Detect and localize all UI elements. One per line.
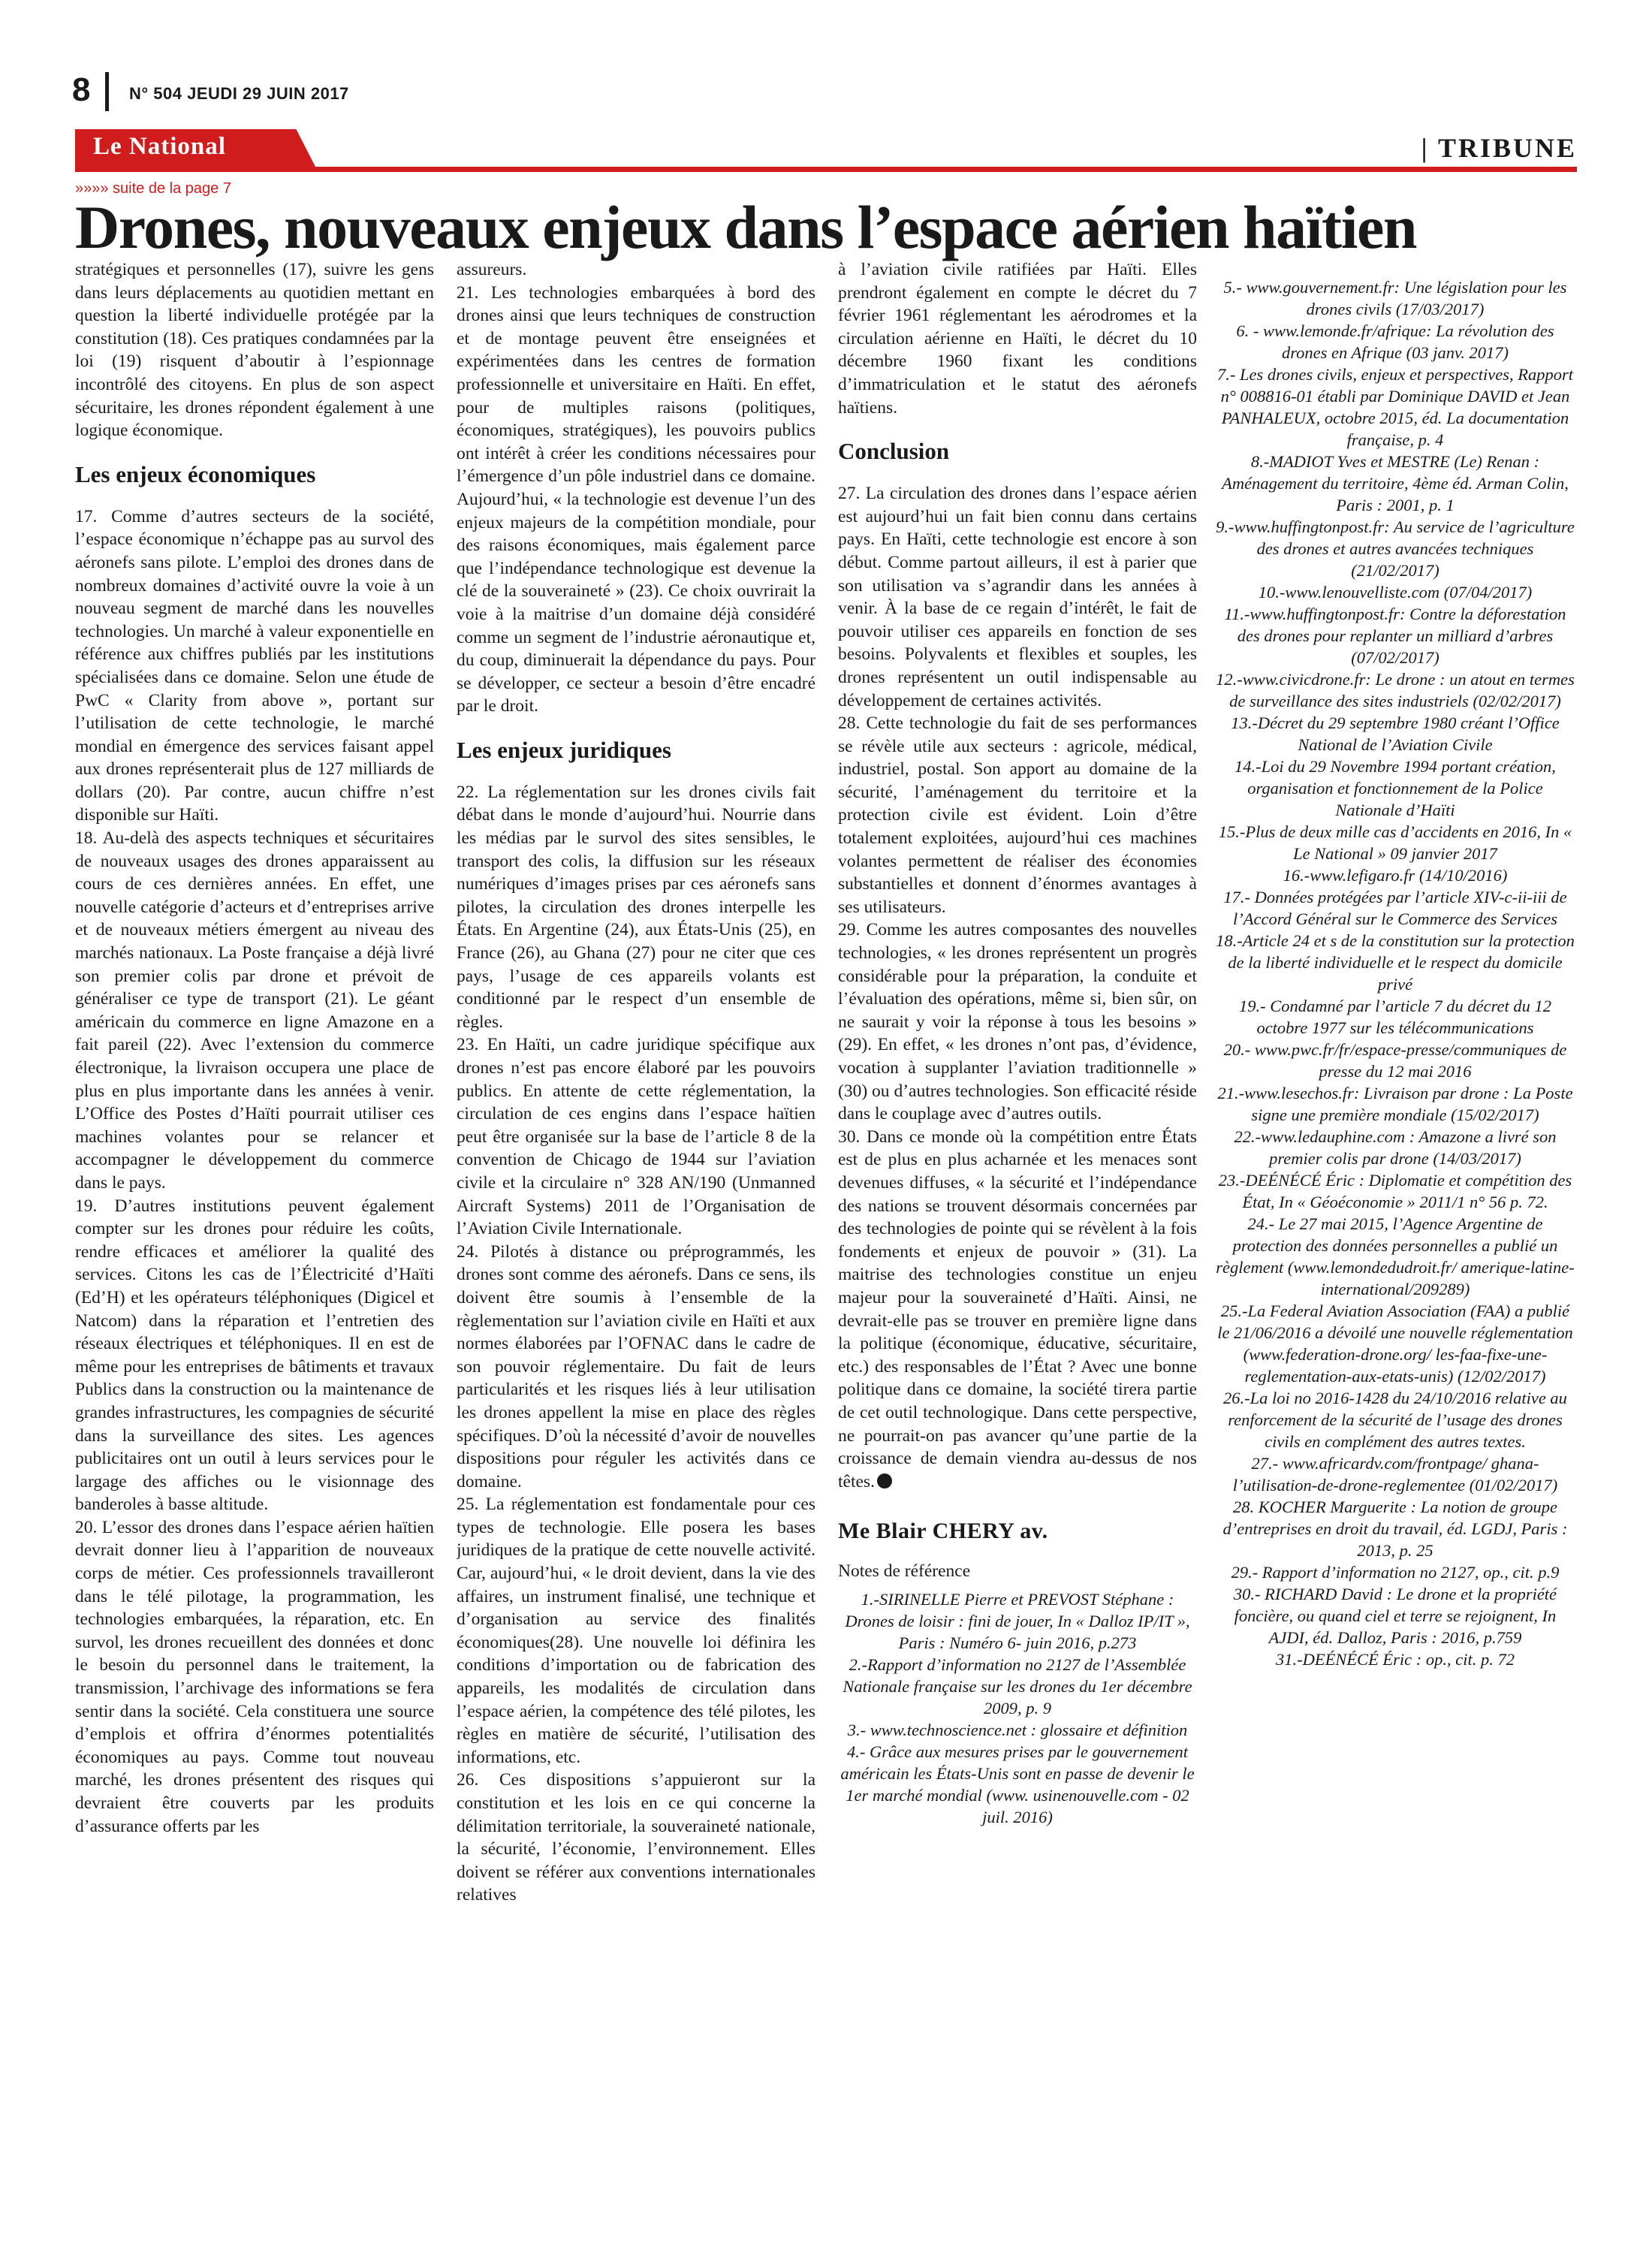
references-column xyxy=(1213,276,1577,2214)
reference-note: 1.-SIRINELLE Pierre et PREVOST Stéphane : Drones de loisir : fini de jouer, In « Dalloz IP/IT », Paris : Numéro 6- juin 2016, p.273 xyxy=(845,1590,1190,1653)
section-label: | TRIBUNE xyxy=(1421,133,1577,163)
paragraph: 21. Les technologies embarquées à bord des drones ainsi que leurs techniques de construction et de montage peuvent être enseignées et expérimentées dans les centres de formation professionnelle et universitaire en Haïti. En effet, pour de multiples raisons (politiques, économiques, stratégiques), les pouvoirs publics ont intérêt à créer les conditions nécessaires pour l’émergence d’un pôle industriel dans ce domaine. Aujourd’hui, « la technologie est devenue l’un des enjeux majeurs de la compétition mondiale, pour des raisons économiques, mais également parce que l’indépendance technologique est devenue la clé de la souveraineté » (23). Ce choix ouvrirait la voie à la maitrise d’un domaine déjà considéré comme un segment de l’industrie aéronautique et, du coup, diminuerait la dépendance du pays. Pour se développer, ce secteur a besoin d’être encadré par le droit. xyxy=(457,282,815,716)
reference-note: 20.- www.pwc.fr/fr/espace-presse/communiques de presse du 12 mai 2016 xyxy=(1223,1040,1567,1081)
paragraph: assureurs. xyxy=(457,260,527,279)
paragraph: 29. Comme les autres composantes des nouvelles technologies, « les drones représentent un progrès considérable pour la préparation, la conduite et l’évaluation des opérations, même si, bien sûr, on ne saurait y voir la réponse à tous les besoins » (29). En effet, « les drones n’ont pas, d’évidence, vocation à supplanter l’aviation traditionnelle » (30) ou d’autres technologies. Son efficacité réside dans le couplage avec d’autres outils. xyxy=(838,920,1197,1124)
paragraph: à l’aviation civile ratifiées par Haïti. Elles prendront également en compte le décret du 7 février 1961 réglementant les aérodromes et la circulation aérienne en Haïti, le décret du 10 décembre 1960 fixant les conditions d’immatriculation et le statut des aéronefs haïtiens. xyxy=(838,260,1197,418)
paragraph xyxy=(838,1126,1197,1494)
paragraph: 25. La réglementation est fondamentale pour ces types de technologie. Elle posera les bases juridiques de la pratique de cette nouvelle activité. Car, aujourd’hui, « le droit devient, dans la vie des affaires, un instrument finalisé, une technique et d’organisation au service des finalités économiques(28). Une nouvelle loi définira les conditions d’importation ou de fabrication des appareils, les modalités de circulation dans l’espace aérien, la compétence des télé pilotes, les règles en matière de sécurité, l’utilisation des informations, etc. xyxy=(457,1494,815,1767)
section-heading: Les enjeux juridiques xyxy=(457,736,671,763)
reference-note: 22.-www.ledauphine.com : Amazone a livré son premier colis par drone (14/03/2017) xyxy=(1234,1127,1557,1168)
reference-note: 6. - www.lemonde.fr/afrique: La révolution des drones en Afrique (03 janv. 2017) xyxy=(1236,321,1554,362)
reference-note: 18.-Article 24 et s de la constitution sur la protection de la liberté individuelle et le respect du domicile privé xyxy=(1216,931,1575,994)
section-heading: Les enjeux économiques xyxy=(75,460,316,487)
article-headline: Drones, nouveaux enjeux dans l’espace aérien haïtien xyxy=(75,193,1417,261)
reference-note: 5.- www.gouvernement.fr: Une législation pour les drones civils (17/03/2017) xyxy=(1223,278,1567,318)
article-column-1 xyxy=(75,258,434,2196)
section-name: TRIBUNE xyxy=(1437,133,1577,163)
reference-note: 23.-DEÉNÉCÉ Éric : Diplomatie et compétition des État, In « Géoéconomie » 2011/1 n° 56 p. 72. xyxy=(1218,1171,1572,1211)
reference-note: 3.- www.technoscience.net : glossaire et définition xyxy=(847,1721,1188,1740)
end-of-article-icon xyxy=(877,1473,892,1488)
paragraph: 24. Pilotés à distance ou préprogrammés, les drones sont comme des aéronefs. Dans ce sens, ils doivent être soumis à l’ensemble de la règlementation sur l’aviation civile en Haïti et aux normes élaborées par l’OFNAC dans le cadre de son pouvoir réglementaire. Du fait de leurs particularités et les risques liés à leur utilisation les drones appellent la mise en place des règles spécifiques. D’où la nécessité d’avoir de nouvelles dispositions pour réguler les activités dans ce domaine. xyxy=(457,1241,815,1491)
article-column-2 xyxy=(457,258,815,2196)
paragraph: stratégiques et personnelles (17), suivre les gens dans leurs déplacements au quotidien mettant en question la liberté individuelle protégée par la constitution (18). Ces pratiques condamnées par la loi (19) risquent d’aboutir à l’espionnage incontrôlé des citoyens. En plus de son aspect sécuritaire, les drones répondent également à une logique économique. xyxy=(75,260,434,441)
reference-note: 25.-La Federal Aviation Association (FAA) a publié le 21/06/2016 a dévoilé une nouvelle réglementation (www.federation-drone.org/ les-faa-fixe-une-reglementation-aux-etats-unis) (12/02/2017) xyxy=(1217,1301,1573,1386)
header-rule xyxy=(75,167,1577,172)
paragraph-text: 30. Dans ce monde où la compétition entre États est de plus en plus acharnée et les menaces sont devenues diffuses, « la sécurité et l’indépendance des nations se trouvent désormais concernées par des technologies de pointe qui se révèlent à la fois fondements et enjeux de pouvoir » (31). La maitrise des technologies constitue un enjeu majeur pour la souveraineté d’Haïti. Ainsi, ne devrait-elle pas se trouver en première ligne dans la politique (économique, éducative, sécuritaire, etc.) des responsables de l’État ? Avec une bonne politique dans ce domaine, la société tirera partie de cet outil technologique. Dans cette perspective, ne pourrait-on pas avancer qu’une partie de la croissance de demain viendra au-dessus de nos têtes. xyxy=(838,1126,1197,1491)
paragraph: 27. La circulation des drones dans l’espace aérien est aujourd’hui un fait bien connu dans certains pays. En Haïti, cette technologie est encore à son début. Comme partout ailleurs, il est à parier que son utilisation va s’agrandir dans les années à venir. À la base de ce regain d’intérêt, le fait de pouvoir utiliser ces appareils en fonction de ses besoins. Polyvalents et flexibles et souples, les drones représentent un outil indispensable au développement de certaines activités. xyxy=(838,484,1197,710)
paragraph: 22. La réglementation sur les drones civils fait débat dans le monde d’aujourd’hui. Nourrie dans les médias par le survol des sites sensibles, le transport des colis, la diffusion sur les réseaux numériques d’images prises par ces aéronefs sans pilotes, la circulation des drones interpelle les États. En Argentine (24), aux États-Unis (25), en France (26), au Ghana (27) pour ne citer que ces pays, l’usage de ces appareils volants est conditionné par le respect d’un ensemble de règles. xyxy=(457,782,815,1032)
reference-note: 30.- RICHARD David : Le drone et la propriété foncière, ou quand ciel et terre se rejoignent, In AJDI, éd. Dalloz, Paris : 2016, p.759 xyxy=(1233,1585,1557,1647)
references-heading: Notes de référence xyxy=(838,1561,971,1581)
reference-note: 26.-La loi no 2016-1428 du 24/10/2016 relative au renforcement de la sécurité de l’usage des drones civils en complément des autres textes. xyxy=(1223,1389,1567,1451)
issue-date: N° 504 JEUDI 29 JUIN 2017 xyxy=(129,84,349,103)
reference-note: 21.-www.lesechos.fr: Livraison par drone : La Poste signe une première mondiale (15/02/2017) xyxy=(1217,1084,1573,1124)
reference-note: 9.-www.huffingtonpost.fr: Au service de l’agriculture des drones et autres avancées techniques (21/02/2017) xyxy=(1216,517,1575,580)
paragraph: 19. D’autres institutions peuvent également compter sur les drones pour réduire les coûts, rendre efficaces et améliorer la qualité des services. Citons les cas de l’Électricité d’Haïti (Ed’H) et les opérateurs téléphoniques (Digicel et Natcom) dans la réparation et l’entretien des réseaux électriques et téléphoniques. Il en est de même pour les entreprises de bâtiments et travaux Publics dans la construction ou la maintenance de grandes infrastructures, les compagnies de sécurité dans la surveillance des sites. Les agences publicitaires ont un outil à leurs services pour le largage des affiches ou le visionnage des banderoles à basse altitude. xyxy=(75,1196,434,1515)
reference-note: 14.-Loi du 29 Novembre 1994 portant création, organisation et fonctionnement de la Police Nationale d’Haïti xyxy=(1234,757,1556,819)
paragraph: 28. Cette technologie du fait de ses performances se révèle utile aux secteurs : agricole, médical, industriel, postal. Son apport au domaine de la sécurité, l’aménagement du territoire et la protection civile est évident. Loin d’être totalement exploitées, aujourd’hui ces machines volantes permettent de réaliser des économies substantielles et donnent d’énormes avantages à ses utilisateurs. xyxy=(838,713,1197,917)
reference-note: 4.- Grâce aux mesures prises par le gouvernement américain les États-Unis sont en passe de devenir le 1er marché mondial (www. usinenouvelle.com - 02 juil. 2016) xyxy=(840,1742,1195,1827)
reference-note: 19.- Condamné par l’article 7 du décret du 12 octobre 1977 sur les télécommunications xyxy=(1239,997,1551,1037)
header-divider xyxy=(105,72,109,111)
reference-note: 11.-www.huffingtonpost.fr: Contre la déforestation des drones pour replanter un milliard d’arbres (07/02/2017) xyxy=(1224,605,1566,667)
continued-from: »»»» suite de la page 7 xyxy=(75,180,231,197)
reference-note: 8.-MADIOT Yves et MESTRE (Le) Renan : Aménagement du territoire, 4ème éd. Arman Colin, Paris : 2001, p. 1 xyxy=(1222,452,1569,514)
reference-note: 2.-Rapport d’information no 2127 de l’Assemblée Nationale française sur les drones du 1er décembre 2009, p. 9 xyxy=(843,1655,1192,1718)
paragraph: 17. Comme d’autres secteurs de la société, l’espace économique n’échappe pas au survol des aéronefs sans pilote. L’emploi des drones dans de nombreux domaines d’activité ouvre la voie à un nouveau segment de marché dans les nouvelles technologies. Un marché à valeur exponentielle en référence aux chiffres publiés par les institutions spécialisées dans ce domaine. Selon une étude de PwC « Clarity from above », portant sur l’utilisation de cette technologie, le marché mondial en émergence des services faisant appel aux drones représenterait plus de 127 milliards de dollars (20). Par contre, aucun chiffre n’est disponible sur Haïti. xyxy=(75,506,434,825)
section-heading: Conclusion xyxy=(838,438,950,465)
reference-note: 10.-www.lenouvelliste.com (07/04/2017) xyxy=(1258,583,1533,602)
reference-note: 17.- Données protégées par l’article XIV-c-ii-iii de l’Accord Général sur le Commerce des Services xyxy=(1223,888,1567,928)
paragraph: 23. En Haïti, un cadre juridique spécifique aux drones n’est pas encore élaboré par les pouvoirs publics. En attente de cette réglementation, la circulation de ces engins dans l’espace haïtien peut être organisée sur la base de l’article 8 de la convention de Chicago de 1944 sur l’aviation civile et la circulaire n° 328 AN/190 (Unmanned Aircraft Systems) 2011 de l’Organisation de l’Aviation Civile Internationale. xyxy=(457,1035,815,1239)
reference-note: 12.-www.civicdrone.fr: Le drone : un atout en termes de surveillance des sites industriels (02/02/2017) xyxy=(1216,670,1575,710)
page-number: 8 xyxy=(72,71,91,108)
reference-note: 29.- Rapport d’information no 2127, op., cit. p.9 xyxy=(1231,1563,1560,1582)
reference-note: 15.-Plus de deux mille cas d’accidents en 2016, In « Le National » 09 janvier 2017 xyxy=(1218,822,1572,863)
reference-note: 16.-www.lefigaro.fr (14/10/2016) xyxy=(1283,866,1508,885)
paragraph: 18. Au-delà des aspects techniques et sécuritaires de nouveaux usages des drones apparaissent au cours de ces dernières années. En effet, une nouvelle catégorie d’acteurs et d’entreprises arrive et de nouveaux métiers émergent au niveau des marchés nationaux. La Poste française a déjà livré son premier colis par drone et prévoit de généraliser ce type de transport (21). Le géant américain du commerce en ligne Amazone en a fait pareil (22). Avec l’extension du commerce électronique, la livraison occupera une place de plus en plus importante dans les années à venir. L’Office des Postes d’Haïti pourrait utiliser ces machines volantes pour se relancer et accompagner le développement du commerce dans le pays. xyxy=(75,828,434,1193)
reference-note: 31.-DEÉNÉCÉ Éric : op., cit. p. 72 xyxy=(1275,1650,1515,1669)
masthead-logo: Le National xyxy=(93,133,226,160)
paragraph: 20. L’essor des drones dans l’espace aérien haïtien devrait donner lieu à l’apparition de nouveaux corps de métier. Ces professionnels travailleront dans le télé pilotage, la programmation, les technologies embarquées, la réparation, etc. En survol, les drones recueillent des données et donc le besoin du personnel dans le traitement, la transmission, l’archivage des informations se fera sentir dans la société. Cela constituera une source d’emplois et offrira d’énormes potentialités économiques au pays. Comme tout nouveau marché, les drones présentent des risques qui devraient être couverts par les produits d’assurance offerts par les xyxy=(75,1517,434,1836)
reference-note: 7.- Les drones civils, enjeux et perspectives, Rapport n° 008816-01 établi par Dominique DAVID et Jean PANHALEUX, octobre 2015, éd. La documentation française, p. 4 xyxy=(1216,365,1574,449)
reference-note: 27.- www.africardv.com/frontpage/ ghana-l’utilisation-de-drone-reglementee (01/02/2017) xyxy=(1232,1454,1558,1494)
paragraph: 26. Ces dispositions s’appuieront sur la constitution et les lois en ce qui concerne la délimitation territoriale, la souveraineté nationale, la sécurité, l’économie, l’environnement. Elles doivent se référer aux conventions internationales relatives xyxy=(457,1770,815,1905)
reference-note: 24.- Le 27 mai 2015, l’Agence Argentine de protection des données personnelles a publié un règlement (www.lemondedudroit.fr/ amerique-latine-international/209289) xyxy=(1216,1214,1575,1298)
reference-note: 28. KOCHER Marguerite : La notion de groupe d’entreprises en droit du travail, éd. LGDJ, Paris : 2013, p. 25 xyxy=(1222,1497,1568,1560)
article-column-3 xyxy=(838,258,1197,2196)
reference-note: 13.-Décret du 29 septembre 1980 créant l’Office National de l’Aviation Civile xyxy=(1231,713,1560,754)
author-signature: Me Blair CHERY av. xyxy=(838,1519,1048,1544)
